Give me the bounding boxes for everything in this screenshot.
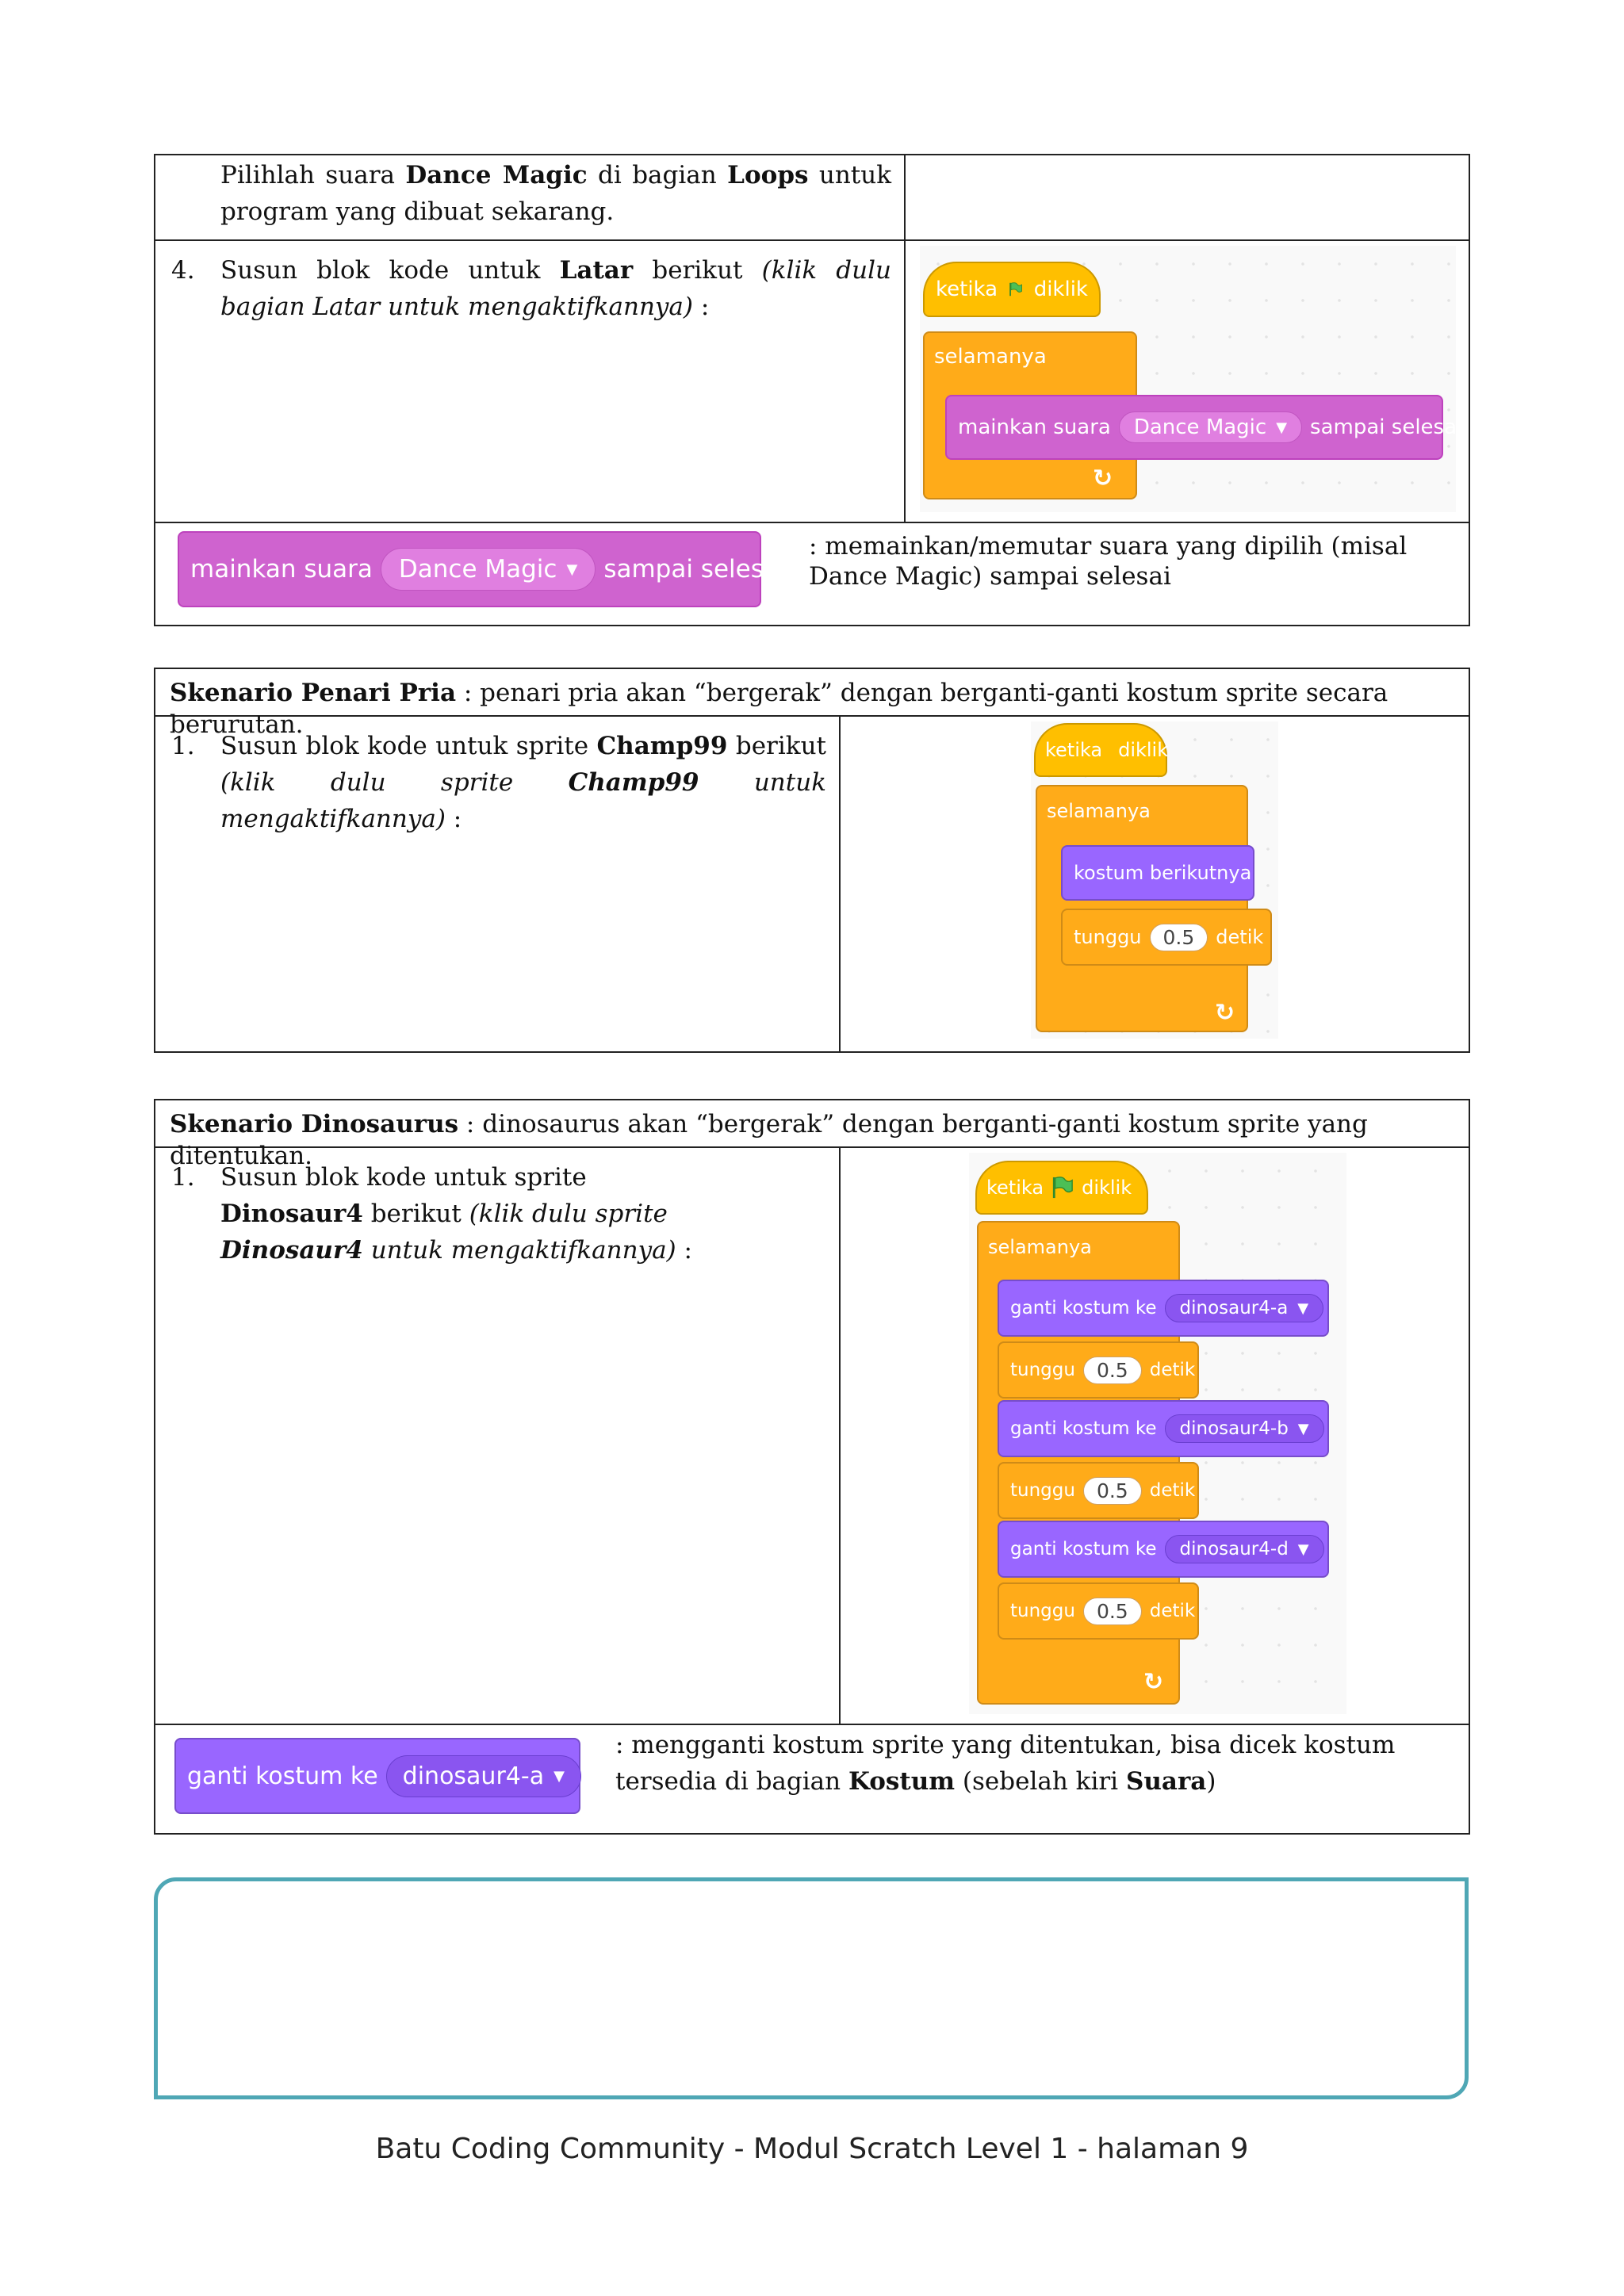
step-item (155, 717, 839, 837)
switch-costume-block: ganti kostum ke dinosaur4-b ▼ (998, 1400, 1329, 1457)
table-cell (155, 1725, 615, 1833)
loop-arrow-icon: ↻ (1143, 1668, 1164, 1696)
scratch-canvas (969, 1153, 1346, 1714)
switch-costume-block: ganti kostum ke dinosaur4-d ▼ (998, 1521, 1329, 1578)
table-row (155, 1724, 1469, 1833)
switch-costume-block: ganti kostum ke dinosaur4-a ▼ (174, 1738, 580, 1814)
block-description: : mengganti kostum sprite yang ditentukan, bisa dicek kostum tersedia di bagian Kostum (sebelah kiri Suara) (615, 1731, 1396, 1796)
intro-text: Pilihlah suara Dance Magic di bagian Loops untuk program yang dibuat sekarang. (220, 161, 892, 226)
step-item (155, 241, 904, 325)
forever-label: selamanya (988, 1236, 1092, 1258)
table-cell (155, 523, 795, 625)
page-footer: Batu Coding Community - Modul Scratch Level 1 - halaman 9 (375, 2133, 1249, 2165)
next-costume-block: kostum berikutnya (1061, 845, 1254, 901)
costume-dropdown[interactable]: dinosaur4-d ▼ (1165, 1535, 1324, 1563)
table-cell (904, 155, 1469, 239)
table-row (155, 1146, 1469, 1724)
step-text: Susun blok kode untuk sprite Champ99 berikut (klik dulu sprite Champ99 untuk mengaktifkannya) : (220, 732, 826, 833)
table-penari-pria (154, 668, 1470, 1053)
table-cell (155, 155, 904, 239)
wait-seconds-input[interactable]: 0.5 (1083, 1477, 1142, 1505)
wait-block: tunggu 0.5 detik (998, 1462, 1199, 1519)
table-row (155, 155, 1469, 239)
table-cell (839, 717, 1469, 1051)
wait-block: tunggu 0.5 detik (998, 1582, 1199, 1640)
wait-block: tunggu 0.5 detik (1061, 909, 1272, 966)
when-flag-clicked-block: ketika diklik (1034, 723, 1167, 777)
wait-block: tunggu 0.5 detik (998, 1341, 1199, 1399)
costume-dropdown[interactable]: dinosaur4-a ▼ (386, 1755, 581, 1797)
dropdown-caret-icon: ▼ (1297, 1299, 1309, 1317)
table-row (155, 715, 1469, 1051)
block-description: : memainkan/memutar suara yang dipilih (misal Dance Magic) sampai selesai (809, 532, 1408, 591)
table-cell (839, 1148, 1469, 1724)
table-latar (154, 154, 1470, 626)
step-text: Susun blok kode untuk Latar berikut (klik dulu bagian Latar untuk mengaktifkannya) : (220, 256, 891, 321)
section-title: Skenario Penari Pria : penari pria akan “bergerak” dengan berganti-ganti kostum sprite secara berurutan. (170, 679, 1388, 739)
table-header-row (155, 669, 1469, 739)
step-number: 4. (171, 256, 195, 285)
dropdown-caret-icon: ▼ (1276, 419, 1288, 436)
table-cell (155, 241, 904, 522)
wait-seconds-input[interactable]: 0.5 (1083, 1357, 1142, 1384)
table-cell (155, 1148, 839, 1724)
step-number: 1. (171, 1163, 195, 1192)
table-cell (155, 717, 839, 1051)
table-header-row (155, 1100, 1469, 1170)
table-row (155, 239, 1469, 522)
green-flag-icon (1009, 277, 1023, 302)
play-sound-until-done-block: mainkan suara Dance Magic ▼ sampai selesai (178, 531, 761, 607)
dropdown-caret-icon: ▼ (1297, 1420, 1309, 1437)
dropdown-caret-icon: ▼ (1297, 1540, 1309, 1558)
switch-costume-block: ganti kostum ke dinosaur4-a ▼ (998, 1280, 1329, 1337)
green-flag-icon (1051, 1176, 1074, 1200)
play-sound-until-done-block: mainkan suara Dance Magic ▼ sampai selesai (945, 395, 1443, 460)
scratch-canvas (1031, 721, 1278, 1039)
step-item (155, 1148, 839, 1269)
table-row (155, 522, 1469, 625)
forever-label: selamanya (934, 345, 1047, 369)
sound-dropdown[interactable]: Dance Magic ▼ (1119, 411, 1302, 443)
when-flag-clicked-block: ketika diklik (975, 1161, 1148, 1215)
wait-seconds-input[interactable]: 0.5 (1083, 1598, 1142, 1625)
step-text: Susun blok kode untuk sprite Dinosaur4 berikut (klik dulu sprite Dinosaur4 untuk mengaktifkannya) : (220, 1163, 692, 1265)
dropdown-caret-icon: ▼ (553, 1767, 565, 1785)
dropdown-caret-icon: ▼ (566, 561, 578, 578)
step-number: 1. (171, 732, 195, 760)
table-dinosaurus (154, 1099, 1470, 1835)
forever-label: selamanya (1047, 800, 1151, 822)
when-flag-clicked-block: ketika diklik (923, 262, 1101, 317)
table-cell (904, 241, 1469, 522)
costume-dropdown[interactable]: dinosaur4-a ▼ (1165, 1294, 1324, 1322)
loop-arrow-icon: ↻ (1093, 465, 1113, 492)
sound-dropdown[interactable]: Dance Magic ▼ (381, 548, 596, 591)
section-title: Skenario Dinosaurus : dinosaurus akan “bergerak” dengan berganti-ganti kostum sprite yang ditentukan. (170, 1110, 1368, 1170)
costume-dropdown[interactable]: dinosaur4-b ▼ (1165, 1414, 1324, 1443)
notes-box (154, 1877, 1469, 2099)
loop-arrow-icon: ↻ (1215, 999, 1235, 1027)
wait-seconds-input[interactable]: 0.5 (1150, 924, 1208, 951)
scratch-canvas (920, 246, 1463, 512)
